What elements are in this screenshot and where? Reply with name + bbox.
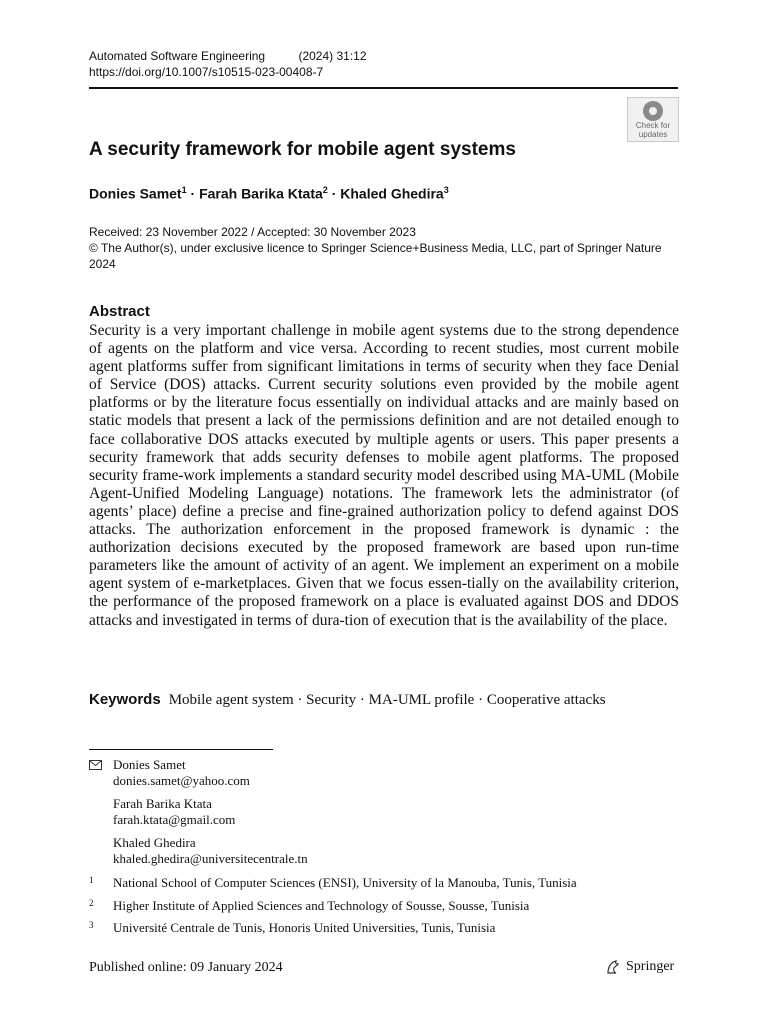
badge-line2: updates — [638, 130, 668, 139]
affiliation — [89, 920, 679, 936]
author-name[interactable]: Donies Samet — [89, 185, 182, 202]
keywords-label: Keywords — [89, 691, 161, 708]
affiliation-text: National School of Computer Sciences (ENSI), University of la Manouba, Tunis, Tunisia — [113, 875, 577, 890]
affiliation-text: Higher Institute of Applied Sciences and Technology of Sousse, Sousse, Tunisia — [113, 898, 530, 913]
copyright-notice: © The Author(s), under exclusive licence to Springer Science+Business Media, LLC, part of Springer Nature 2024 — [89, 241, 662, 271]
springer-horse-icon — [604, 958, 622, 976]
journal-name: Automated Software Engineering — [89, 49, 266, 63]
header-rule — [89, 87, 678, 89]
footnote-rule — [89, 749, 273, 750]
author-separator: · — [190, 185, 196, 202]
received-accepted-dates: Received: 23 November 2022 / Accepted: 30 November 2023 — [89, 225, 416, 239]
contact-block — [113, 757, 308, 789]
keywords — [89, 691, 606, 709]
published-online: Published online: 09 January 2024 — [89, 960, 283, 975]
affiliation — [89, 898, 679, 914]
journal-volume: (2024) 31:12 — [298, 49, 367, 63]
author-separator: · — [331, 185, 337, 202]
author-affiliation-mark: 2 — [322, 185, 328, 195]
keywords-text: Mobile agent system · Security · MA-UML profile · Cooperative attacks — [168, 692, 606, 708]
contact-name: Khaled Ghedira — [113, 835, 196, 850]
article-history — [89, 224, 679, 272]
author-name[interactable]: Khaled Ghedira — [340, 185, 444, 202]
paper-title: A security framework for mobile agent systems — [89, 139, 516, 160]
contact-block — [113, 796, 308, 828]
contact-name: Farah Barika Ktata — [113, 796, 212, 811]
check-for-updates-badge[interactable] — [627, 97, 679, 142]
affiliation-text: Université Centrale de Tunis, Honoris United Universities, Tunis, Tunisia — [113, 920, 496, 935]
springer-logo — [604, 958, 674, 976]
journal-header — [89, 48, 367, 80]
contact-block — [113, 835, 308, 867]
contact-email[interactable]: donies.samet@yahoo.com — [113, 773, 250, 788]
abstract-heading: Abstract — [89, 303, 150, 320]
corresponding-contacts — [113, 757, 308, 874]
affiliation-number: 2 — [89, 898, 94, 908]
affiliation-number: 1 — [89, 875, 94, 885]
contact-email[interactable]: khaled.ghedira@universitecentrale.tn — [113, 851, 308, 866]
author-affiliation-mark: 3 — [443, 185, 449, 195]
badge-line1: Check for — [635, 121, 671, 130]
envelope-icon — [89, 760, 102, 770]
contact-name: Donies Samet — [113, 757, 186, 772]
check-updates-icon — [643, 101, 663, 121]
doi-link[interactable]: https://doi.org/10.1007/s10515-023-00408-7 — [89, 65, 324, 79]
affiliation — [89, 875, 679, 891]
author-list — [89, 185, 449, 202]
contact-email[interactable]: farah.ktata@gmail.com — [113, 812, 236, 827]
abstract-text: Security is a very important challenge in mobile agent systems due to the strong dependence of agents on the platform and vice versa. According to recent studies, most current mobile agent platforms suffer from significant limitations in terms of security when they face Denial of Service (DOS) attacks. Current security solutions even provided by the mobile agent platforms or by the literature focus essentially on individual attacks and are mainly based on static models that present a lack of the permissions definition and are not detailed enough to face collaborative DOS attacks executed by multiple agents or users. This paper presents a security framework that adds security defenses to mobile agent platforms. The proposed security frame-work implements a standard security model described using MA-UML (Mobile Agent-Unified Modeling Language) notations. The framework lets the administrator (of agents’ place) define a precise and fine-grained authorization policy to defend against DOS attacks. The authorization enforcement in the proposed framework is dynamic : the authorization decisions executed by the proposed framework are based upon run-time parameters like the amount of activity of an agent. We implement an experiment on a mobile agent system of e-marketplaces. Given that we focus essen-tially on the availability criterion, the performance of the proposed framework on a place is evaluated against DOS and DDOS attacks and investigated in terms of dura-tion of execution that is the availability of the place. — [89, 322, 679, 629]
author-name[interactable]: Farah Barika Ktata — [199, 185, 323, 202]
affiliation-number: 3 — [89, 920, 94, 930]
publisher-name: Springer — [626, 959, 675, 974]
author-affiliation-mark: 1 — [181, 185, 187, 195]
